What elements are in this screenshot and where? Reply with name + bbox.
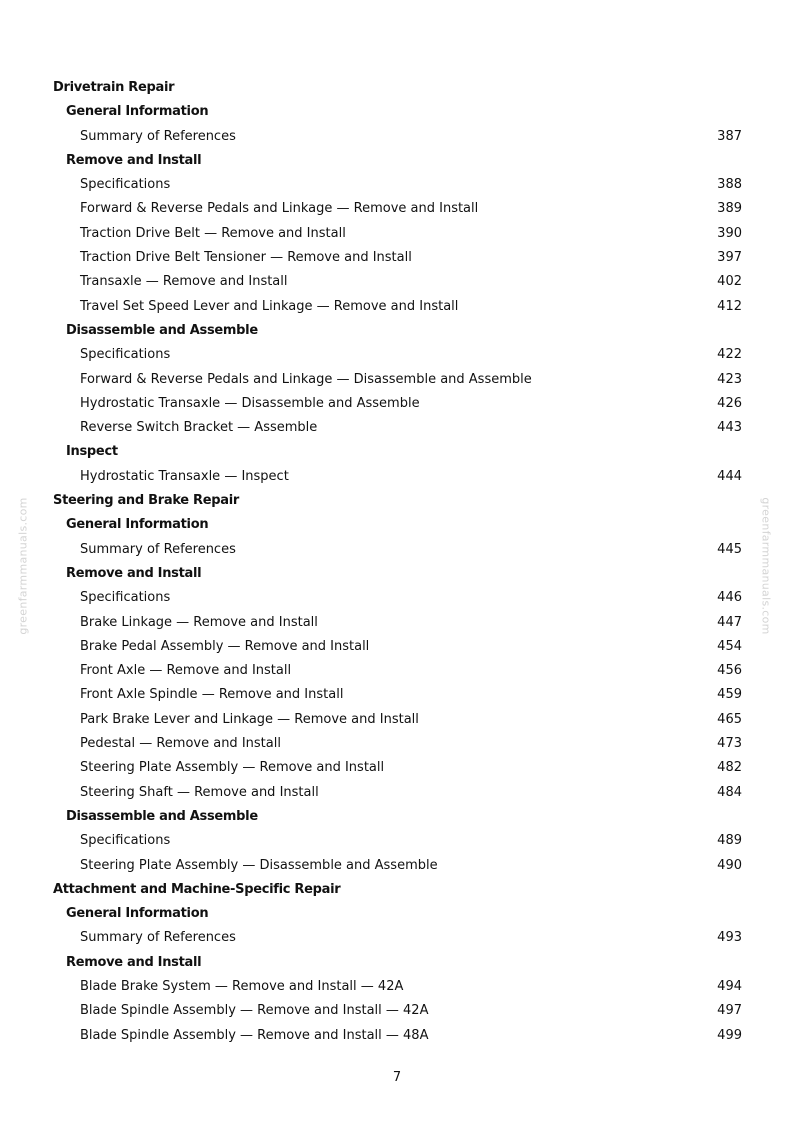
toc-entry[interactable]	[0, 683, 794, 707]
toc-page-number: 446	[717, 590, 742, 606]
toc-entry[interactable]	[0, 732, 794, 756]
subsection-heading	[0, 149, 794, 173]
toc-entry-title: Forward & Reverse Pedals and Linkage — Remove and Install	[80, 201, 479, 217]
toc-entry-title: Front Axle Spindle — Remove and Install	[80, 687, 344, 703]
subsection-heading	[0, 562, 794, 586]
toc-entry-title: Brake Pedal Assembly — Remove and Install	[80, 638, 370, 654]
toc-entry-title: Park Brake Lever and Linkage — Remove and Install	[80, 711, 419, 727]
toc-page-number: 397	[717, 250, 742, 266]
toc-entry-title: Summary of References	[80, 541, 236, 557]
subsection-heading-title: Inspect	[66, 444, 118, 460]
page-number: 7	[392, 1070, 402, 1085]
toc-page-number: 499	[717, 1027, 742, 1043]
subsection-heading-title: General Information	[66, 906, 209, 922]
toc-entry[interactable]	[0, 659, 794, 683]
toc-entry-title: Travel Set Speed Lever and Linkage — Remove and Install	[80, 298, 459, 314]
toc-entry-title: Front Axle — Remove and Install	[80, 663, 292, 679]
toc-page-number: 402	[717, 274, 742, 290]
section-heading-title: Attachment and Machine-Specific Repair	[53, 881, 341, 897]
toc-page-number: 497	[717, 1003, 742, 1019]
toc-entry[interactable]	[0, 829, 794, 853]
toc-page-number: 389	[717, 201, 742, 217]
toc-entry[interactable]	[0, 854, 794, 878]
toc-entry[interactable]	[0, 197, 794, 221]
toc-page-number: 390	[717, 225, 742, 241]
subsection-heading	[0, 805, 794, 829]
toc-entry-title: Blade Spindle Assembly — Remove and Install — 48A	[80, 1027, 429, 1043]
toc-entry-title: Steering Shaft — Remove and Install	[80, 784, 319, 800]
toc-entry[interactable]	[0, 999, 794, 1023]
toc-page-number: 473	[717, 736, 742, 752]
toc-entry-title: Brake Linkage — Remove and Install	[80, 614, 318, 630]
toc-entry[interactable]	[0, 538, 794, 562]
section-heading-title: Steering and Brake Repair	[53, 493, 240, 509]
subsection-heading-title: General Information	[66, 104, 209, 120]
toc-entry[interactable]	[0, 368, 794, 392]
toc-entry-title: Summary of References	[80, 930, 236, 946]
toc-page-number: 493	[717, 930, 742, 946]
toc-page-number: 422	[717, 347, 742, 363]
toc-entry[interactable]	[0, 222, 794, 246]
toc-entry-title: Specifications	[80, 590, 171, 606]
subsection-heading	[0, 951, 794, 975]
toc-page-number: 444	[717, 468, 742, 484]
toc-page-number: 426	[717, 395, 742, 411]
toc-entry[interactable]	[0, 295, 794, 319]
toc-page-number: 482	[717, 760, 742, 776]
toc-entry[interactable]	[0, 343, 794, 367]
toc-entry[interactable]	[0, 270, 794, 294]
toc-entry[interactable]	[0, 926, 794, 950]
toc-page-number: 489	[717, 833, 742, 849]
toc-entry-title: Specifications	[80, 177, 171, 193]
section-heading	[0, 878, 794, 902]
subsection-heading	[0, 100, 794, 124]
toc-entry-title: Pedestal — Remove and Install	[80, 736, 281, 752]
toc-entry-title: Blade Brake System — Remove and Install — 42A	[80, 978, 404, 994]
toc-entry-title: Traction Drive Belt Tensioner — Remove and Install	[80, 250, 412, 266]
toc-entry[interactable]	[0, 125, 794, 149]
toc-page-number: 484	[717, 784, 742, 800]
toc-page-number: 388	[717, 177, 742, 193]
toc-entry-title: Steering Plate Assembly — Disassemble and Assemble	[80, 857, 438, 873]
subsection-heading	[0, 513, 794, 537]
subsection-heading-title: Remove and Install	[66, 954, 202, 970]
watermark-left: greenfarmmanuals.com	[16, 497, 30, 635]
toc-page-number: 443	[717, 420, 742, 436]
toc-entry[interactable]	[0, 781, 794, 805]
toc-entry[interactable]	[0, 173, 794, 197]
toc-entry[interactable]	[0, 586, 794, 610]
watermark-right: greenfarmmanuals.com	[759, 497, 773, 635]
toc-page-number: 447	[717, 614, 742, 630]
toc-page-number: 465	[717, 711, 742, 727]
toc-entry[interactable]	[0, 611, 794, 635]
toc-entry-title: Specifications	[80, 833, 171, 849]
toc-entry-title: Hydrostatic Transaxle — Inspect	[80, 468, 289, 484]
subsection-heading-title: Remove and Install	[66, 152, 202, 168]
toc-entry-title: Summary of References	[80, 128, 236, 144]
toc-entry[interactable]	[0, 708, 794, 732]
subsection-heading	[0, 440, 794, 464]
subsection-heading	[0, 319, 794, 343]
toc-entry[interactable]	[0, 465, 794, 489]
toc-entry[interactable]	[0, 975, 794, 999]
toc-page-number: 454	[717, 638, 742, 654]
section-heading-title: Drivetrain Repair	[53, 80, 175, 95]
subsection-heading-title: Disassemble and Assemble	[66, 808, 258, 824]
toc-entry-title: Hydrostatic Transaxle — Disassemble and Assemble	[80, 395, 420, 411]
toc-entry[interactable]	[0, 635, 794, 659]
toc-page-number: 494	[717, 978, 742, 994]
section-heading	[0, 489, 794, 513]
toc-entry-title: Steering Plate Assembly — Remove and Install	[80, 760, 385, 776]
toc-entry-title: Reverse Switch Bracket — Assemble	[80, 420, 318, 436]
toc-page-number: 456	[717, 663, 742, 679]
toc-page-number: 490	[717, 857, 742, 873]
toc-entry[interactable]	[0, 756, 794, 780]
toc-entry-title: Transaxle — Remove and Install	[80, 274, 288, 290]
toc-entry-title: Forward & Reverse Pedals and Linkage — Disassemble and Assemble	[80, 371, 532, 387]
toc-page-number: 423	[717, 371, 742, 387]
toc-page-number: 412	[717, 298, 742, 314]
toc-page-number: 387	[717, 128, 742, 144]
toc-entry-title: Specifications	[80, 347, 171, 363]
subsection-heading-title: Remove and Install	[66, 565, 202, 581]
toc-entry[interactable]	[0, 1024, 794, 1048]
toc-entry[interactable]	[0, 392, 794, 416]
toc-entry-title: Blade Spindle Assembly — Remove and Install — 42A	[80, 1003, 429, 1019]
subsection-heading-title: General Information	[66, 517, 209, 533]
subsection-heading-title: Disassemble and Assemble	[66, 322, 258, 338]
toc-entry[interactable]	[0, 246, 794, 270]
table-of-contents	[0, 76, 794, 1048]
toc-page-number: 459	[717, 687, 742, 703]
toc-entry-title: Traction Drive Belt — Remove and Install	[80, 225, 346, 241]
toc-entry[interactable]	[0, 416, 794, 440]
subsection-heading	[0, 902, 794, 926]
section-heading	[0, 76, 794, 100]
toc-page-number: 445	[717, 541, 742, 557]
